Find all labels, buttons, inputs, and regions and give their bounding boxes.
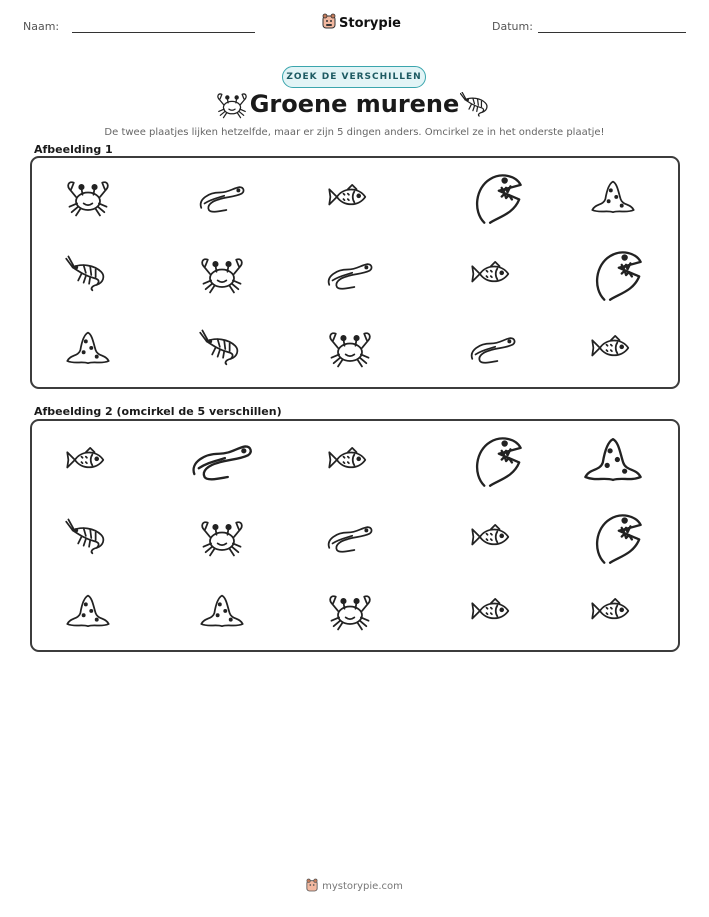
brand-name: Storypie xyxy=(339,15,401,31)
picture-1-crab-icon xyxy=(198,253,246,297)
picture-1-coral-icon xyxy=(589,176,637,220)
picture-1-crab-icon xyxy=(326,327,374,371)
picture-1-eel-icon xyxy=(198,176,246,220)
picture-2-moray-icon[interactable] xyxy=(581,510,645,566)
picture-1-crab-icon xyxy=(64,176,112,220)
name-field-line[interactable] xyxy=(72,32,255,33)
date-field-line[interactable] xyxy=(538,32,686,33)
storypie-logo-icon xyxy=(322,13,336,33)
picture-1-moray-icon xyxy=(461,170,525,226)
date-label: Datum: xyxy=(492,20,533,33)
picture-1-shrimp-icon xyxy=(64,253,112,297)
picture-2-fish-icon[interactable] xyxy=(589,590,637,634)
picture-2-eel-icon[interactable] xyxy=(326,516,374,560)
name-label: Naam: xyxy=(23,20,60,33)
storypie-logo-icon xyxy=(306,878,318,895)
picture-1-eel-icon xyxy=(469,327,517,371)
picture-2-moray-icon[interactable] xyxy=(461,433,525,489)
worksheet-badge: ZOEK DE VERSCHILLEN xyxy=(282,66,426,88)
picture-1-fish-icon xyxy=(469,253,517,297)
picture-2-panel[interactable] xyxy=(30,419,680,652)
picture-2-coral-icon[interactable] xyxy=(198,590,246,634)
page-title: Groene murene xyxy=(249,90,460,118)
picture-2-label: Afbeelding 2 (omcirkel de 5 verschillen) xyxy=(34,405,282,418)
picture-2-crab-icon[interactable] xyxy=(326,590,374,634)
picture-2-fish-icon[interactable] xyxy=(64,439,112,483)
picture-2-shrimp-icon[interactable] xyxy=(64,516,112,560)
picture-2-coral-icon[interactable] xyxy=(64,590,112,634)
instructions: De twee plaatjes lijken hetzelfde, maar er zijn 5 dingen anders. Omcirkel ze in het onderste plaatje! xyxy=(104,127,605,138)
picture-2-coral-icon[interactable] xyxy=(581,433,645,489)
footer-site: mystorypie.com xyxy=(322,881,403,892)
picture-2-crab-icon[interactable] xyxy=(198,516,246,560)
footer xyxy=(0,878,709,895)
picture-2-fish-icon[interactable] xyxy=(326,439,374,483)
picture-2-fish-icon[interactable] xyxy=(469,590,517,634)
picture-1-fish-icon xyxy=(326,176,374,220)
picture-1-label: Afbeelding 1 xyxy=(34,143,113,156)
picture-1-shrimp-icon xyxy=(198,327,246,371)
shrimp-icon xyxy=(460,92,492,124)
picture-1-eel-icon xyxy=(326,253,374,297)
picture-2-eel-icon[interactable] xyxy=(190,433,254,489)
picture-1-coral-icon xyxy=(64,327,112,371)
picture-1-moray-icon xyxy=(581,247,645,303)
picture-2-fish-icon[interactable] xyxy=(469,516,517,560)
picture-1-panel xyxy=(30,156,680,389)
brand xyxy=(322,13,401,33)
picture-1-fish-icon xyxy=(589,327,637,371)
